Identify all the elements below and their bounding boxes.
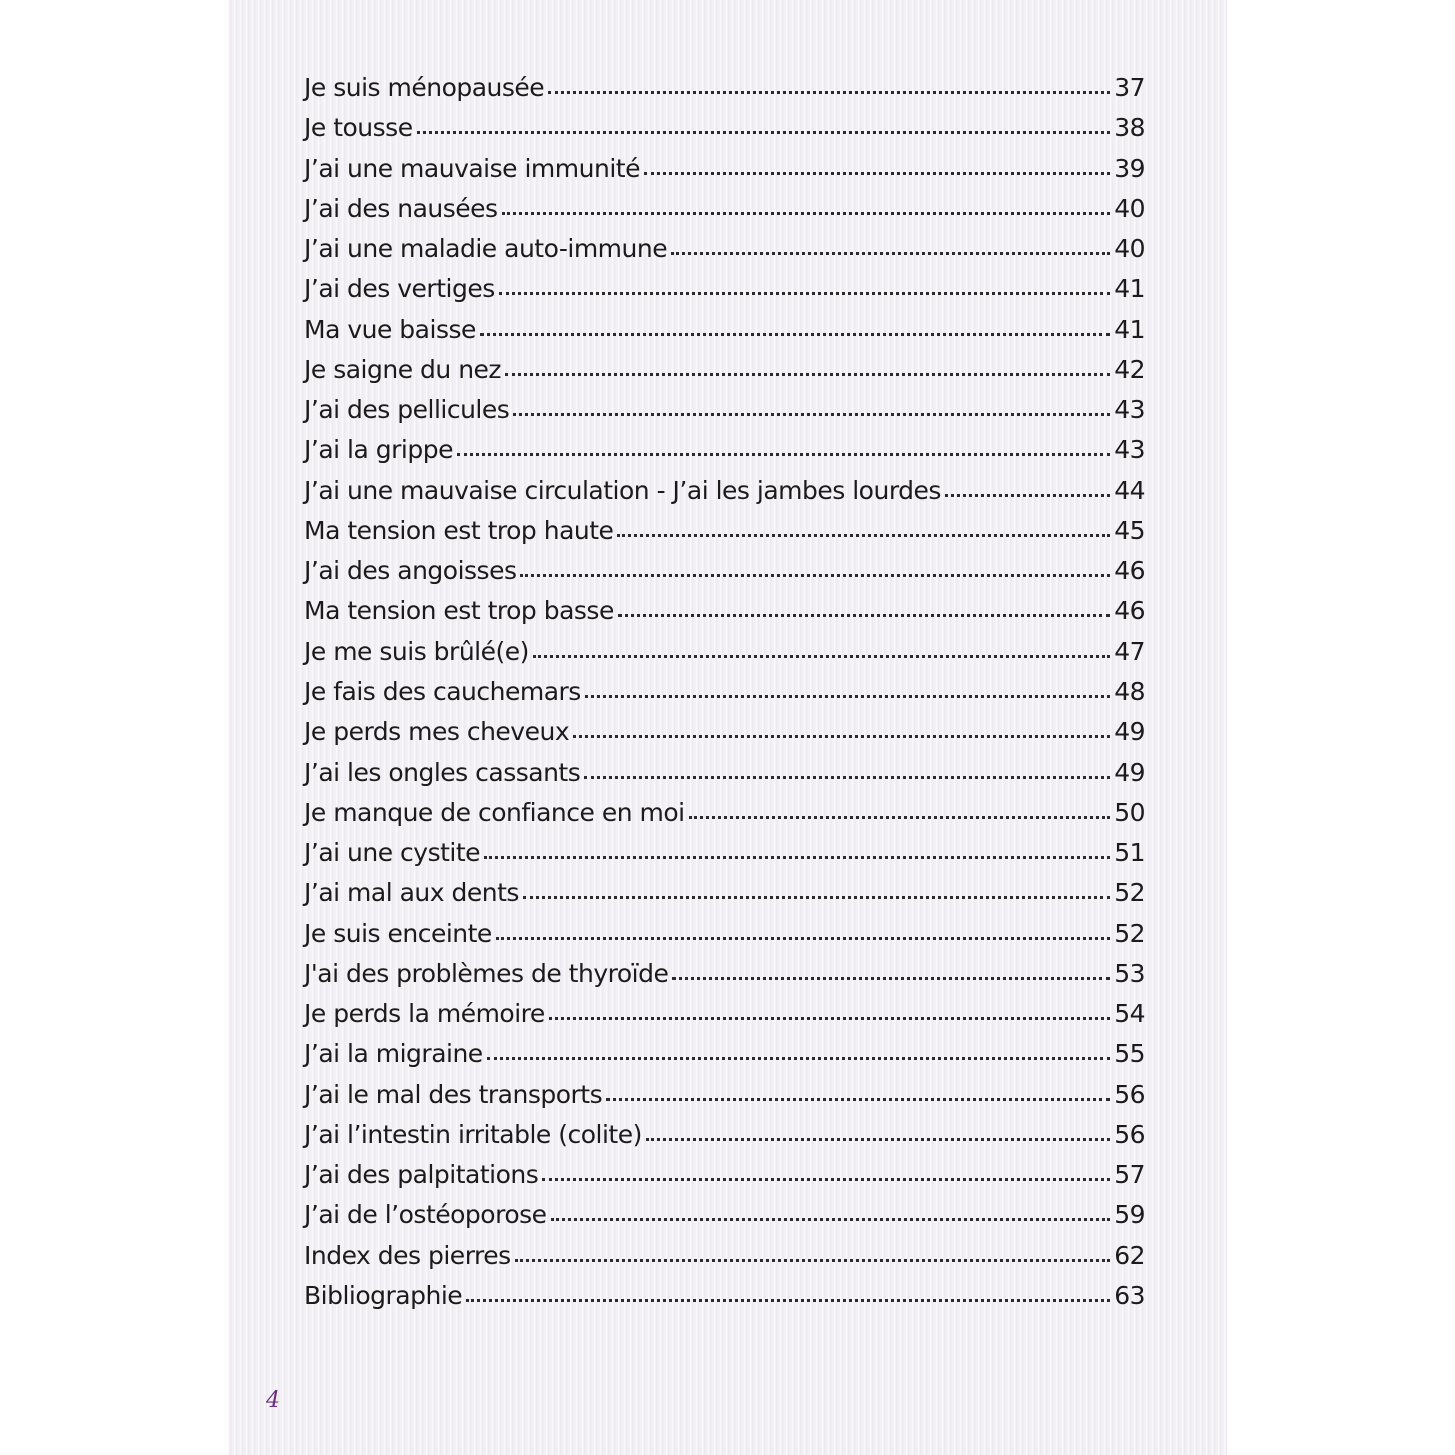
toc-entry-page: 55	[1114, 1039, 1145, 1069]
toc-entry	[304, 798, 1145, 838]
dot-leader	[484, 856, 1110, 859]
toc-entry-title: J’ai le mal des transports	[304, 1079, 603, 1109]
dot-leader	[573, 735, 1110, 738]
toc-entry-page: 46	[1114, 556, 1145, 586]
toc-entry-title: J’ai des pellicules	[304, 395, 510, 425]
dot-leader	[513, 413, 1110, 416]
toc-entry-page: 40	[1114, 193, 1145, 223]
toc-entry-page: 52	[1114, 918, 1145, 948]
toc-entry-title: J’ai la grippe	[304, 435, 453, 465]
toc-entry-page: 41	[1114, 314, 1145, 344]
toc-entry	[304, 999, 1145, 1039]
toc-entry	[304, 1281, 1145, 1321]
toc-entry-page: 40	[1114, 234, 1145, 264]
dot-leader	[585, 695, 1110, 698]
toc-entry-title: Je perds mes cheveux	[304, 717, 570, 747]
toc-entry	[304, 556, 1145, 596]
toc-entry-title: J’ai des vertiges	[304, 274, 495, 304]
toc-entry-title: J’ai des angoisses	[304, 556, 517, 586]
dot-leader	[499, 292, 1110, 295]
toc-entry-page: 44	[1114, 475, 1145, 505]
toc-entry	[304, 1200, 1145, 1240]
toc-entry	[304, 758, 1145, 798]
toc-entry-title: Je saigne du nez	[304, 354, 502, 384]
toc-entry-title: Je fais des cauchemars	[304, 676, 581, 706]
toc-entry	[304, 234, 1145, 274]
dot-leader	[466, 1299, 1110, 1302]
toc-entry-page: 53	[1114, 958, 1145, 988]
toc-entry-page: 57	[1114, 1160, 1145, 1190]
toc-entry-page: 43	[1114, 435, 1145, 465]
toc-entry	[304, 476, 1145, 516]
toc-entry-title: J’ai des nausées	[304, 193, 498, 223]
toc-entry	[304, 838, 1145, 878]
toc-entry	[304, 717, 1145, 757]
toc-entry	[304, 1241, 1145, 1281]
toc-entry-page: 52	[1114, 878, 1145, 908]
dot-leader	[523, 896, 1110, 899]
toc-entry-page: 56	[1114, 1079, 1145, 1109]
dot-leader	[505, 373, 1110, 376]
toc-entry-title: Bibliographie	[304, 1280, 463, 1310]
toc-entry-title: Index des pierres	[304, 1240, 511, 1270]
dot-leader	[671, 252, 1110, 255]
dot-leader	[689, 816, 1111, 819]
toc-entry-title: Ma tension est trop basse	[304, 596, 614, 626]
toc-entry	[304, 637, 1145, 677]
toc-entry-page: 46	[1114, 596, 1145, 626]
toc-entry-title: J’ai une maladie auto-immune	[304, 234, 668, 264]
dot-leader	[515, 1259, 1111, 1262]
toc-entry-page: 49	[1114, 717, 1145, 747]
dot-leader	[672, 977, 1110, 980]
toc-entry	[304, 1160, 1145, 1200]
toc-entry	[304, 1039, 1145, 1079]
toc-entry	[304, 1120, 1145, 1160]
toc-entry-page: 54	[1114, 999, 1145, 1029]
dot-leader	[487, 1057, 1111, 1060]
toc-entry-title: Je tousse	[304, 113, 413, 143]
toc-entry-title: Je manque de confiance en moi	[304, 797, 685, 827]
toc-entry-title: J’ai les ongles cassants	[304, 757, 581, 787]
toc-entry-title: Ma tension est trop haute	[304, 515, 614, 545]
toc-entry	[304, 677, 1145, 717]
toc-entry	[304, 154, 1145, 194]
toc-entry-page: 43	[1114, 395, 1145, 425]
toc-entry-page: 37	[1114, 73, 1145, 102]
toc-entry-page: 62	[1114, 1240, 1145, 1270]
dot-leader	[551, 1218, 1111, 1221]
toc-entry-title: Je perds la mémoire	[304, 999, 545, 1029]
toc-entry-page: 41	[1114, 274, 1145, 304]
dot-leader	[549, 1017, 1110, 1020]
toc-entry-title: J’ai une mauvaise circulation - J’ai les jambes lourdes	[304, 475, 941, 505]
toc-entry-page: 63	[1114, 1280, 1145, 1310]
toc-entry-title: J’ai des palpitations	[304, 1160, 539, 1190]
book-page	[228, 0, 1227, 1455]
toc-entry-page: 49	[1114, 757, 1145, 787]
dot-leader	[496, 937, 1110, 940]
dot-leader	[618, 614, 1110, 617]
dot-leader	[520, 574, 1110, 577]
toc-entry	[304, 516, 1145, 556]
toc-entry-title: J’ai mal aux dents	[304, 878, 519, 908]
dot-leader	[533, 655, 1110, 658]
toc-entry-page: 59	[1114, 1200, 1145, 1230]
toc-entry-page: 47	[1114, 636, 1145, 666]
toc-entry	[304, 274, 1145, 314]
toc-entry	[304, 1080, 1145, 1120]
toc-entry	[304, 959, 1145, 999]
toc-entry-page: 51	[1114, 838, 1145, 868]
toc-entry	[304, 194, 1145, 234]
toc-entry-page: 48	[1114, 676, 1145, 706]
dot-leader	[457, 453, 1110, 456]
toc-entry	[304, 435, 1145, 475]
toc-entry-title: J’ai l’intestin irritable (colite)	[304, 1119, 642, 1149]
toc-entry-title: J’ai une cystite	[304, 838, 481, 868]
dot-leader	[617, 534, 1110, 537]
toc-entry-title: J’ai la migraine	[304, 1039, 483, 1069]
toc-entry	[304, 395, 1145, 435]
dot-leader	[542, 1178, 1110, 1181]
toc-entry	[304, 315, 1145, 355]
toc-entry-title: J’ai une mauvaise immunité	[304, 153, 640, 183]
toc-entry-title: Je suis ménopausée	[304, 73, 545, 102]
toc-entry	[304, 596, 1145, 636]
toc-entry-title: Ma vue baisse	[304, 314, 476, 344]
page-number: 4	[266, 1388, 280, 1413]
toc-entry-page: 45	[1114, 515, 1145, 545]
toc-entry	[304, 113, 1145, 153]
toc-entry-title: Je me suis brûlé(e)	[304, 636, 529, 666]
dot-leader	[584, 776, 1110, 779]
dot-leader	[945, 494, 1110, 497]
dot-leader	[502, 212, 1111, 215]
toc-entry-page: 39	[1114, 153, 1145, 183]
toc-entry	[304, 878, 1145, 918]
dot-leader	[606, 1098, 1110, 1101]
dot-leader	[548, 91, 1110, 94]
toc-entry	[304, 73, 1145, 113]
table-of-contents	[304, 73, 1145, 1321]
toc-entry-page: 50	[1114, 797, 1145, 827]
toc-entry-page: 38	[1114, 113, 1145, 143]
toc-entry-page: 56	[1114, 1119, 1145, 1149]
dot-leader	[417, 131, 1111, 134]
toc-entry-page: 42	[1114, 354, 1145, 384]
dot-leader	[646, 1138, 1110, 1141]
toc-entry	[304, 355, 1145, 395]
dot-leader	[480, 333, 1110, 336]
dot-leader	[644, 172, 1110, 175]
toc-entry	[304, 919, 1145, 959]
toc-entry-title: Je suis enceinte	[304, 918, 492, 948]
toc-entry-title: J’ai de l’ostéoporose	[304, 1200, 547, 1230]
toc-entry-title: J'ai des problèmes de thyroïde	[304, 958, 669, 988]
